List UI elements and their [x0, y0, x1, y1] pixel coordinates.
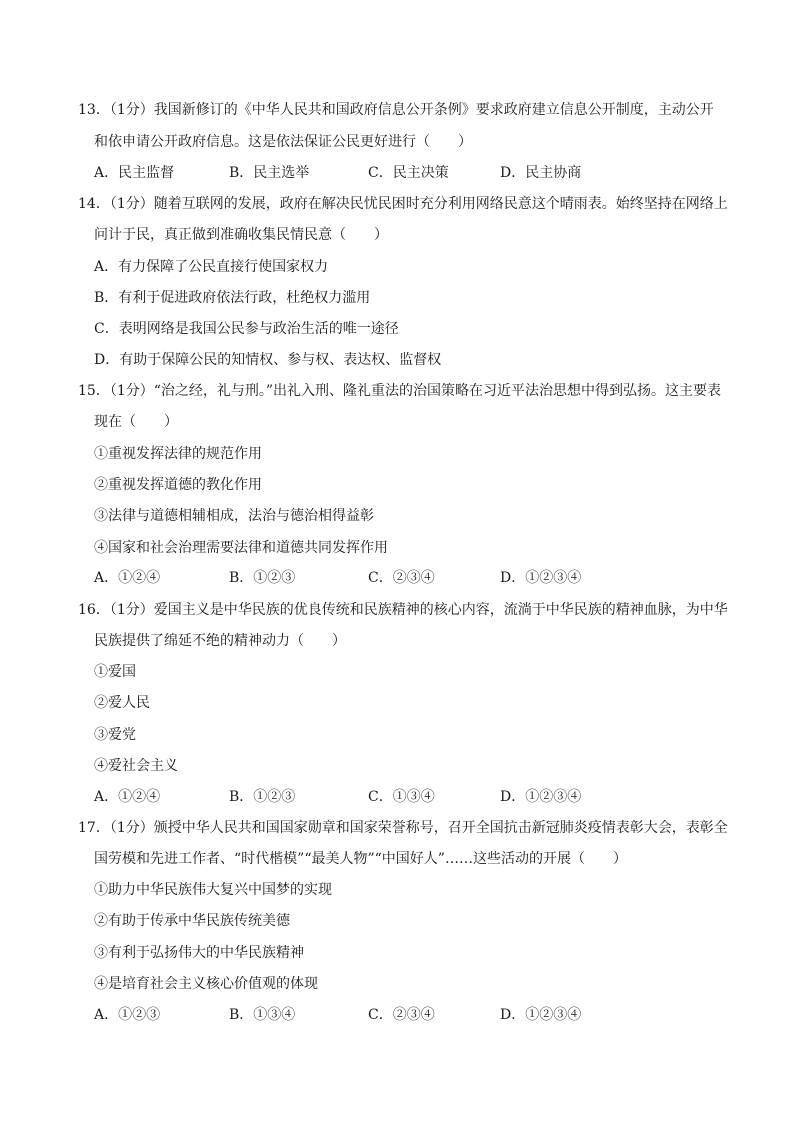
q15-statement-2: ②重视发挥道德的教化作用 — [94, 477, 262, 493]
q14-option-c[interactable]: C．表明网络是我国公民参与政治生活的唯一途径 — [94, 321, 399, 337]
q17-options — [94, 1005, 654, 1025]
q15-options — [94, 568, 654, 588]
q15-stem-line-2: 现在（ ） — [94, 414, 178, 430]
q15-statement-4: ④国家和社会治理需要法律和道德共同发挥作用 — [94, 540, 388, 556]
q17-statement-2: ②有助于传承中华民族传统美德 — [94, 913, 290, 929]
q16-option-a[interactable]: A．①②④ — [94, 789, 161, 805]
q15-option-a[interactable]: A．①②④ — [94, 570, 161, 586]
q13-option-b[interactable]: B．民主选举 — [229, 165, 310, 181]
q16-option-b[interactable]: B．①②③ — [229, 789, 296, 805]
q13-option-c[interactable]: C．民主决策 — [368, 165, 449, 181]
q17-stem-line-1: 17．（1分）颁授中华人民共和国国家勋章和国家荣誉称号，召开全国抗击新冠肺炎疫情表彰大会，表彰全 — [78, 820, 728, 836]
q14-option-a[interactable]: A．有力保障了公民直接行使国家权力 — [94, 259, 329, 275]
q13-option-a[interactable]: A．民主监督 — [94, 165, 175, 181]
q14-stem-line-1: 14．（1分）随着互联网的发展，政府在解决民忧民困时充分利用网络民意这个晴雨表。始终坚持在网络上 — [78, 196, 728, 212]
q17-stem-line-2: 国劳模和先进工作者、“时代楷模”“最美人物”“中国好人”……这些活动的开展（ ） — [94, 851, 627, 867]
q13-stem-line-2: 和依申请公开政府信息。这是依法保证公民更好进行（ ） — [94, 134, 472, 150]
q16-option-d[interactable]: D．①②③④ — [500, 789, 582, 805]
q16-option-c[interactable]: C．①③④ — [368, 789, 435, 805]
q16-statement-1: ①爱国 — [94, 664, 136, 680]
q17-statement-1: ①助力中华民族伟大复兴中国梦的实现 — [94, 882, 332, 898]
q14-stem-line-2: 问计于民，真正做到准确收集民情民意（ ） — [94, 227, 388, 243]
q16-stem-line-1: 16．（1分）爱国主义是中华民族的优良传统和民族精神的核心内容，流淌于中华民族的精神血脉，为中华 — [78, 602, 728, 618]
q14-option-d[interactable]: D．有助于保障公民的知情权、参与权、表达权、监督权 — [94, 352, 442, 368]
q15-statement-3: ③法律与道德相辅相成，法治与德治相得益彰 — [94, 508, 374, 524]
q16-options — [94, 787, 654, 807]
q17-option-b[interactable]: B．①③④ — [229, 1007, 296, 1023]
q13-stem-line-1: 13．（1分）我国新修订的《中华人民共和国政府信息公开条例》要求政府建立信息公开制度，主动公开 — [78, 102, 714, 118]
q17-option-c[interactable]: C．②③④ — [368, 1007, 435, 1023]
q15-option-b[interactable]: B．①②③ — [229, 570, 296, 586]
q17-option-a[interactable]: A．①②③ — [94, 1007, 161, 1023]
q16-statement-2: ②爱人民 — [94, 695, 150, 711]
q13-option-d[interactable]: D．民主协商 — [500, 165, 582, 181]
q13-options — [94, 163, 654, 183]
q16-stem-line-2: 民族提供了绵延不绝的精神动力（ ） — [94, 633, 346, 649]
q15-stem-line-1: 15．（1分）“治之经，礼与刑。”出礼入刑、隆礼重法的治国策略在习近平法治思想中得到弘扬。这主要表 — [78, 383, 722, 399]
q14-option-b[interactable]: B．有利于促进政府依法行政，杜绝权力滥用 — [94, 290, 371, 306]
q15-option-c[interactable]: C．②③④ — [368, 570, 435, 586]
q15-statement-1: ①重视发挥法律的规范作用 — [94, 446, 262, 462]
q16-statement-4: ④爱社会主义 — [94, 758, 178, 774]
q17-statement-3: ③有利于弘扬伟大的中华民族精神 — [94, 945, 304, 961]
q17-statement-4: ④是培育社会主义核心价值观的体现 — [94, 976, 318, 992]
q16-statement-3: ③爱党 — [94, 727, 136, 743]
q15-option-d[interactable]: D．①②③④ — [500, 570, 582, 586]
q17-option-d[interactable]: D．①②③④ — [500, 1007, 582, 1023]
